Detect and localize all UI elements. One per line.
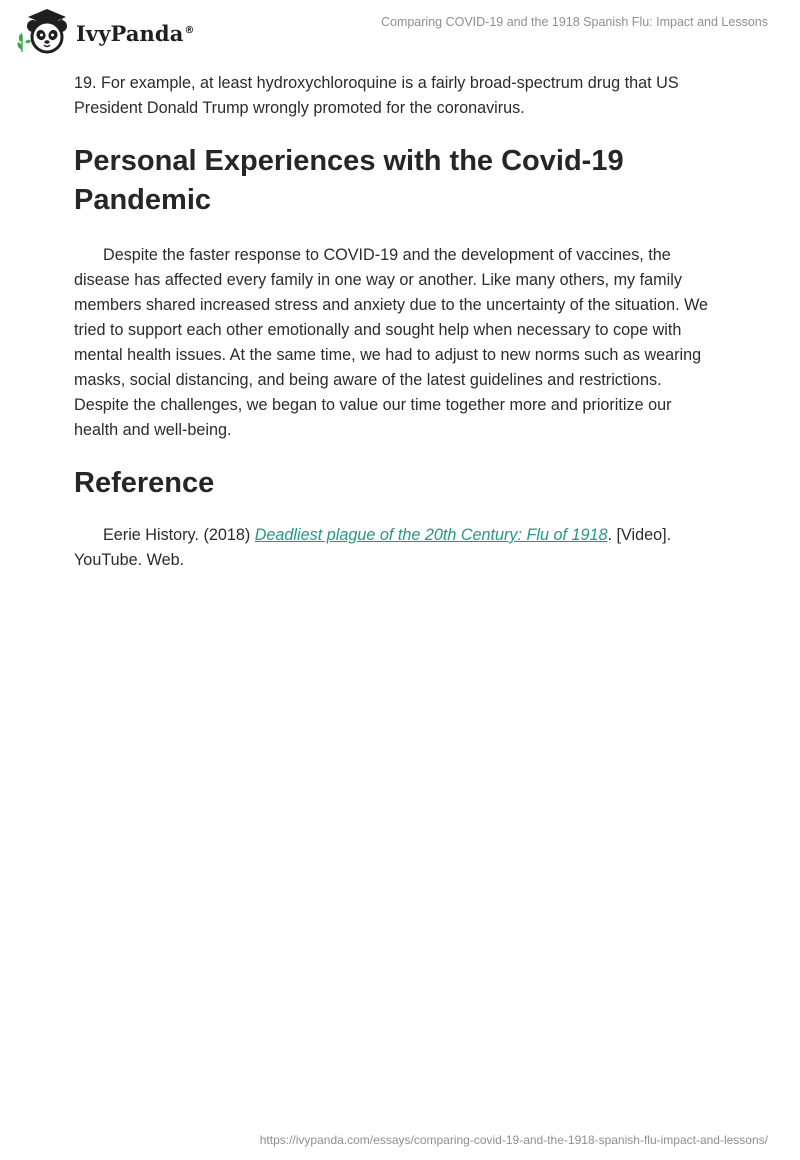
- intro-paragraph: 19. For example, at least hydroxychloroquine is a fairly broad-spectrum drug that US President Donald Trump wrongly promoted for the coronavirus.: [74, 74, 679, 117]
- panda-graduation-cap-icon: [14, 6, 74, 56]
- personal-experiences-paragraph: Despite the faster response to COVID-19 and the development of vaccines, the disease has affected every family in one way or another. Like many others, my family members shared increased stress and anxiety due to the uncertainty of the situation. We tried to support each other emotionally and sought help when necessary to cope with mental health issues. At the same time, we had to adjust to new norms such as wearing masks, social distancing, and being aware of the latest guidelines and restrictions. Despite the challenges, we began to value our time together more and prioritize our health and well-being.: [74, 246, 709, 439]
- registered-mark: ®: [184, 24, 195, 36]
- essay-content: [74, 71, 714, 573]
- reference-video-link[interactable]: Deadliest plague of the 20th Century: Flu of 1918: [254, 526, 608, 544]
- section-heading-personal-experiences: Personal Experiences with the Covid-19 Pandemic: [74, 145, 624, 216]
- reference-entry: [74, 523, 714, 573]
- essay-title: Comparing COVID-19 and the 1918 Spanish Flu: Impact and Lessons: [380, 15, 768, 29]
- reference-suffix: . [Video]. YouTube. Web.: [74, 526, 672, 569]
- page-header: [0, 0, 800, 64]
- page-source-url: https://ivypanda.com/essays/comparing-covid-19-and-the-1918-spanish-flu-impact-and-lessons/: [259, 1133, 768, 1147]
- ivypanda-logo[interactable]: [14, 6, 195, 56]
- section-heading-reference: Reference: [74, 467, 215, 499]
- logo-wordmark: IvyPanda®: [76, 20, 195, 46]
- reference-prefix: Eerie History. (2018): [103, 526, 255, 544]
